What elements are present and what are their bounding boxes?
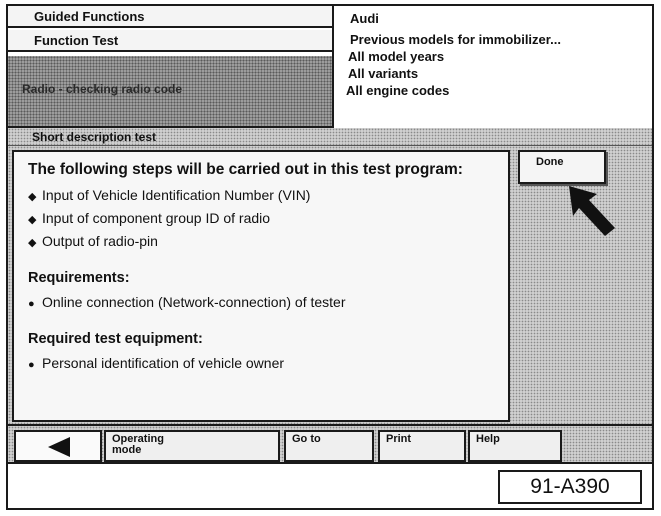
diamond-bullet-icon: ◆: [28, 237, 37, 249]
equipment-heading: Required test equipment:: [28, 331, 203, 347]
equipment-text: Personal identification of vehicle owner: [42, 355, 285, 371]
guided-functions-item[interactable]: [8, 6, 332, 28]
guided-functions-label: Guided Functions: [34, 9, 145, 24]
diamond-bullet-icon: ◆: [28, 214, 37, 226]
requirement-text: Online connection (Network-connection) of tester: [42, 294, 346, 310]
equipment-item: [28, 353, 498, 376]
vehicle-variants: All variants: [348, 66, 419, 81]
back-button[interactable]: [14, 430, 102, 462]
print-button[interactable]: [378, 430, 466, 462]
vehicle-model-years: All model years: [348, 49, 445, 64]
step-text: Input of component group ID of radio: [42, 210, 271, 226]
round-bullet-icon: ●: [28, 359, 35, 371]
vehicle-identification: [342, 10, 652, 128]
figure-reference: [498, 470, 642, 504]
figure-reference-label: 91-A390: [530, 475, 610, 498]
function-test-label: Function Test: [34, 33, 119, 48]
help-label: Help: [476, 433, 500, 445]
go-to-label: Go to: [292, 433, 321, 445]
pointing-arrow-icon: [563, 182, 623, 238]
description-bar: [8, 128, 652, 146]
vehicle-model: Previous models for immobilizer...: [350, 32, 561, 47]
tester-screen: [6, 4, 654, 510]
bottom-button-bar: [8, 424, 652, 464]
requirements-heading: Requirements:: [28, 270, 130, 286]
panel-intro: The following steps will be carried out in this test program:: [28, 161, 463, 178]
print-label: Print: [386, 433, 412, 445]
vehicle-make: Audi: [350, 11, 379, 26]
step-item: [28, 208, 498, 231]
round-bullet-icon: ●: [28, 298, 35, 310]
active-test-label: Radio - checking radio code: [22, 82, 183, 96]
active-test-item[interactable]: [8, 56, 332, 128]
description-panel: [12, 150, 510, 422]
left-triangle-icon: [46, 436, 72, 458]
step-item: [28, 185, 498, 208]
navigation-header: [8, 6, 334, 130]
done-button[interactable]: [518, 150, 606, 184]
step-text: Output of radio-pin: [42, 233, 158, 249]
description-bar-label: Short description test: [32, 130, 157, 144]
go-to-button[interactable]: [284, 430, 374, 462]
requirement-item: [28, 292, 498, 315]
diamond-bullet-icon: ◆: [28, 191, 37, 203]
step-item: [28, 231, 498, 254]
done-button-label: Done: [536, 156, 564, 168]
help-button[interactable]: [468, 430, 562, 462]
vehicle-engine-codes: All engine codes: [346, 83, 450, 98]
operating-mode-label: Operating mode: [112, 433, 164, 456]
step-text: Input of Vehicle Identification Number (VIN): [42, 187, 311, 203]
operating-mode-button[interactable]: [104, 430, 280, 462]
function-test-item[interactable]: [8, 30, 332, 52]
